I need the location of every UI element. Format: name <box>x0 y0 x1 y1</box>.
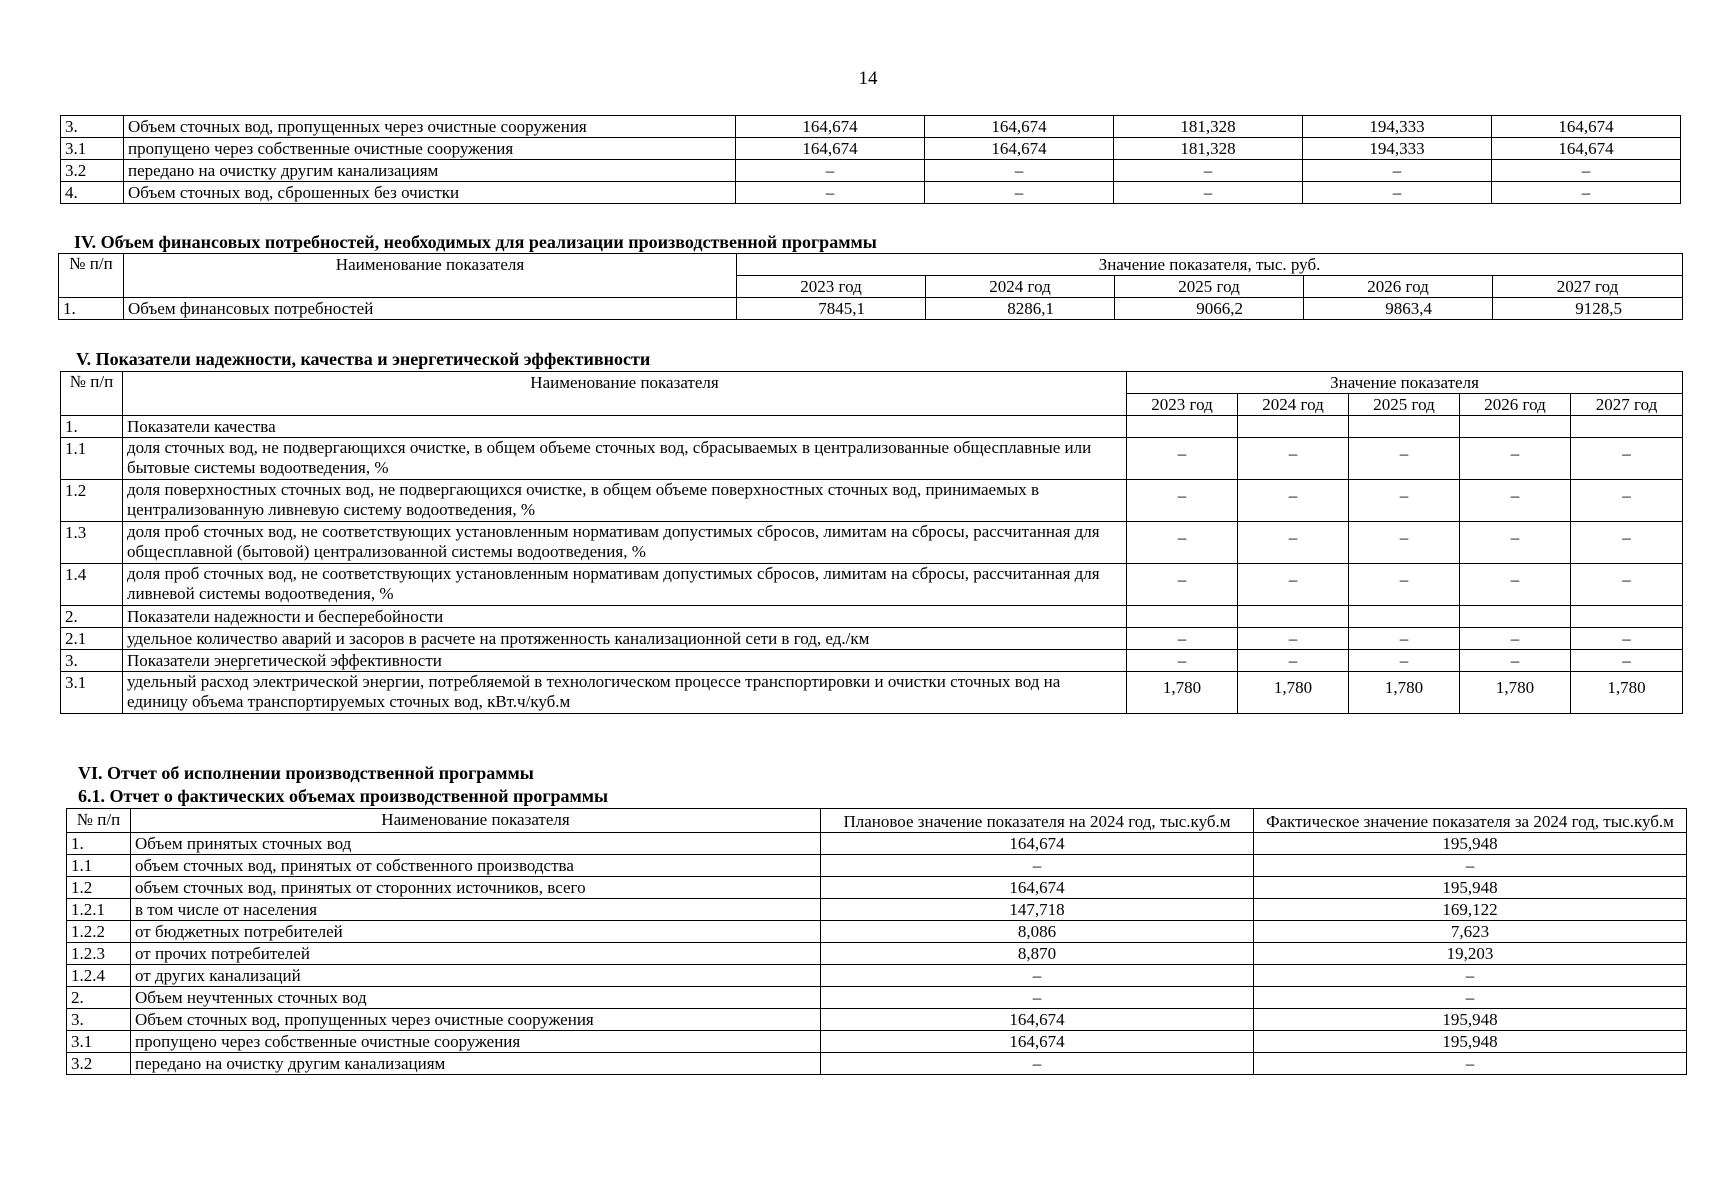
table-row <box>61 606 1683 628</box>
row-name: Показатели качества <box>123 416 1127 438</box>
row-value: 9863,4 <box>1304 298 1493 320</box>
row-value: 181,328 <box>1114 138 1303 160</box>
row-name: объем сточных вод, принятых от собственного производства <box>131 855 821 877</box>
table-row <box>67 921 1687 943</box>
row-number: 1.2.1 <box>67 899 131 921</box>
row-number: 3.2 <box>67 1053 131 1075</box>
row-plan: 164,674 <box>821 877 1254 899</box>
row-name: доля проб сточных вод, не соответствующих установленным нормативам допустимых сбросов, лимитам на сбросы, рассчитанная для ливневой системы водоотведения, % <box>123 564 1127 606</box>
section-6-title: VI. Отчет об исполнении производственной программы <box>78 763 534 783</box>
section-4-title: IV. Объем финансовых потребностей, необходимых для реализации производственной программы <box>74 232 877 252</box>
row-plan: – <box>821 987 1254 1009</box>
page-number: 14 <box>858 68 878 89</box>
row-value: – <box>1238 480 1349 522</box>
row-value: – <box>1571 522 1683 564</box>
row-name: Объем неучтенных сточных вод <box>131 987 821 1009</box>
header-value: Значение показателя, тыс. руб. <box>737 254 1683 276</box>
row-plan: 164,674 <box>821 833 1254 855</box>
row-value: 1,780 <box>1571 672 1683 714</box>
row-plan: 164,674 <box>821 1031 1254 1053</box>
row-fact: 169,122 <box>1254 899 1687 921</box>
row-value <box>1460 416 1571 438</box>
table-row <box>67 899 1687 921</box>
row-plan: 164,674 <box>821 1009 1254 1031</box>
row-name: Объем принятых сточных вод <box>131 833 821 855</box>
header-num: № п/п <box>67 809 131 833</box>
row-value: – <box>1571 650 1683 672</box>
row-name: удельное количество аварий и засоров в расчете на протяженность канализационной сети в год, ед./км <box>123 628 1127 650</box>
table-row <box>61 650 1683 672</box>
row-value: – <box>1127 522 1238 564</box>
table-financial-needs <box>58 253 1683 320</box>
row-name: пропущено через собственные очистные сооружения <box>124 138 736 160</box>
row-value: – <box>1492 160 1681 182</box>
table-actual-volumes <box>66 808 1687 1075</box>
row-value: 164,674 <box>925 116 1114 138</box>
table-row <box>67 965 1687 987</box>
row-number: 3.2 <box>61 160 124 182</box>
row-value: 9066,2 <box>1115 298 1304 320</box>
header-value: Значение показателя <box>1127 372 1683 394</box>
row-name: Объем сточных вод, пропущенных через очистные сооружения <box>124 116 736 138</box>
year-header: 2024 год <box>1238 394 1349 416</box>
row-value <box>1349 606 1460 628</box>
row-name: в том числе от населения <box>131 899 821 921</box>
row-name: Показатели надежности и бесперебойности <box>123 606 1127 628</box>
row-value: 1,780 <box>1460 672 1571 714</box>
row-value <box>1127 606 1238 628</box>
row-value: – <box>1460 650 1571 672</box>
row-value: 164,674 <box>1492 116 1681 138</box>
row-value: – <box>1349 522 1460 564</box>
row-value <box>1571 606 1683 628</box>
table-row <box>61 116 1681 138</box>
header-name: Наименование показателя <box>124 254 737 298</box>
row-name: Объем сточных вод, сброшенных без очистки <box>124 182 736 204</box>
table-row <box>61 160 1681 182</box>
row-number: 1.4 <box>61 564 123 606</box>
row-value: – <box>1127 564 1238 606</box>
row-name: от прочих потребителей <box>131 943 821 965</box>
row-fact: – <box>1254 965 1687 987</box>
header-num: № п/п <box>61 372 123 416</box>
table-row <box>67 833 1687 855</box>
row-value: – <box>1349 438 1460 480</box>
row-value: – <box>925 160 1114 182</box>
year-header: 2025 год <box>1349 394 1460 416</box>
row-value: 194,333 <box>1303 116 1492 138</box>
row-value <box>1460 606 1571 628</box>
row-number: 3.1 <box>61 672 123 714</box>
table-row <box>67 1009 1687 1031</box>
header-num: № п/п <box>59 254 124 298</box>
row-plan: 147,718 <box>821 899 1254 921</box>
row-number: 1.2 <box>67 877 131 899</box>
table-row <box>61 480 1683 522</box>
row-value: – <box>1238 650 1349 672</box>
row-value: 194,333 <box>1303 138 1492 160</box>
row-number: 4. <box>61 182 124 204</box>
row-value: – <box>1460 480 1571 522</box>
row-name: передано на очистку другим канализациям <box>124 160 736 182</box>
row-value: – <box>1127 438 1238 480</box>
row-value: – <box>1114 182 1303 204</box>
row-value: – <box>1127 650 1238 672</box>
row-value: – <box>1114 160 1303 182</box>
year-header: 2026 год <box>1460 394 1571 416</box>
table-row <box>61 416 1683 438</box>
table-row <box>61 438 1683 480</box>
row-value: – <box>736 182 925 204</box>
table-row <box>61 564 1683 606</box>
row-fact: 7,623 <box>1254 921 1687 943</box>
table-row <box>61 522 1683 564</box>
header-name: Наименование показателя <box>131 809 821 833</box>
row-name: Объем сточных вод, пропущенных через очистные сооружения <box>131 1009 821 1031</box>
row-plan: 8,086 <box>821 921 1254 943</box>
year-header: 2023 год <box>737 276 926 298</box>
row-value: – <box>1571 628 1683 650</box>
row-value: – <box>1492 182 1681 204</box>
section-6-subtitle: 6.1. Отчет о фактических объемах производственной программы <box>78 786 609 806</box>
row-value: – <box>1238 522 1349 564</box>
year-header: 2027 год <box>1493 276 1683 298</box>
row-number: 1.2.2 <box>67 921 131 943</box>
row-value <box>1571 416 1683 438</box>
row-plan: 8,870 <box>821 943 1254 965</box>
row-number: 3. <box>61 650 123 672</box>
row-value: – <box>1303 182 1492 204</box>
row-name: от бюджетных потребителей <box>131 921 821 943</box>
row-value: – <box>1571 480 1683 522</box>
row-number: 1.1 <box>61 438 123 480</box>
row-number: 1.1 <box>67 855 131 877</box>
row-number: 3.1 <box>61 138 124 160</box>
section-5-title: V. Показатели надежности, качества и энергетической эффективности <box>76 349 651 369</box>
table-row <box>61 182 1681 204</box>
row-plan: – <box>821 965 1254 987</box>
row-value: 1,780 <box>1238 672 1349 714</box>
row-fact: – <box>1254 855 1687 877</box>
row-name: пропущено через собственные очистные сооружения <box>131 1031 821 1053</box>
row-value: – <box>736 160 925 182</box>
row-number: 1.3 <box>61 522 123 564</box>
year-header: 2027 год <box>1571 394 1683 416</box>
row-number: 3. <box>61 116 124 138</box>
row-value: – <box>1238 438 1349 480</box>
row-value: – <box>1460 564 1571 606</box>
row-fact: – <box>1254 1053 1687 1075</box>
row-number: 3.1 <box>67 1031 131 1053</box>
year-header: 2025 год <box>1115 276 1304 298</box>
row-value: 164,674 <box>736 116 925 138</box>
row-value: – <box>1303 160 1492 182</box>
row-value: – <box>1349 650 1460 672</box>
row-plan: – <box>821 1053 1254 1075</box>
row-value: – <box>1127 628 1238 650</box>
row-name: передано на очистку другим канализациям <box>131 1053 821 1075</box>
table-row <box>67 987 1687 1009</box>
table-continuation <box>60 115 1681 204</box>
row-name: доля сточных вод, не подвергающихся очистке, в общем объеме сточных вод, сбрасываемых в централизованные общесплавные или бытовые системы водоотведения, % <box>123 438 1127 480</box>
row-value: 1,780 <box>1127 672 1238 714</box>
row-number: 1.2.3 <box>67 943 131 965</box>
row-fact: 195,948 <box>1254 1009 1687 1031</box>
row-value <box>1238 606 1349 628</box>
row-value <box>1127 416 1238 438</box>
row-number: 1. <box>61 416 123 438</box>
row-fact: 195,948 <box>1254 877 1687 899</box>
row-value: – <box>925 182 1114 204</box>
year-header: 2024 год <box>926 276 1115 298</box>
row-value: 181,328 <box>1114 116 1303 138</box>
row-number: 2.1 <box>61 628 123 650</box>
row-value: 8286,1 <box>926 298 1115 320</box>
row-value: 9128,5 <box>1493 298 1683 320</box>
row-value: – <box>1349 628 1460 650</box>
table-row <box>67 877 1687 899</box>
row-name: доля поверхностных сточных вод, не подвергающихся очистке, в общем объеме поверхностных сточных вод, принимаемых в централизованную ливневую систему водоотведения, % <box>123 480 1127 522</box>
row-number: 2. <box>67 987 131 1009</box>
row-value: – <box>1460 438 1571 480</box>
row-value: 164,674 <box>1492 138 1681 160</box>
row-name: доля проб сточных вод, не соответствующих установленным нормативам допустимых сбросов, лимитам на сбросы, рассчитанная для общесплавной (бытовой) централизованной системы водоотведения, % <box>123 522 1127 564</box>
row-value: – <box>1571 564 1683 606</box>
row-value <box>1349 416 1460 438</box>
row-value: 164,674 <box>925 138 1114 160</box>
row-plan: – <box>821 855 1254 877</box>
row-number: 1. <box>67 833 131 855</box>
table-row <box>67 1031 1687 1053</box>
row-fact: 195,948 <box>1254 833 1687 855</box>
table-row <box>61 138 1681 160</box>
table-reliability-indicators <box>60 371 1683 714</box>
row-value <box>1238 416 1349 438</box>
table-row <box>67 1053 1687 1075</box>
table-row <box>61 628 1683 650</box>
table-row <box>59 298 1683 320</box>
row-value: – <box>1127 480 1238 522</box>
header-fact: Фактическое значение показателя за 2024 год, тыс.куб.м <box>1254 809 1687 833</box>
table-row <box>67 943 1687 965</box>
row-name: Объем финансовых потребностей <box>124 298 737 320</box>
row-number: 2. <box>61 606 123 628</box>
row-fact: – <box>1254 987 1687 1009</box>
table-row <box>61 672 1683 714</box>
row-name: объем сточных вод, принятых от сторонних источников, всего <box>131 877 821 899</box>
row-number: 1.2 <box>61 480 123 522</box>
year-header: 2023 год <box>1127 394 1238 416</box>
year-header: 2026 год <box>1304 276 1493 298</box>
header-plan: Плановое значение показателя на 2024 год, тыс.куб.м <box>821 809 1254 833</box>
row-number: 3. <box>67 1009 131 1031</box>
row-value: – <box>1238 628 1349 650</box>
row-name: Показатели энергетической эффективности <box>123 650 1127 672</box>
row-value: 164,674 <box>736 138 925 160</box>
row-value: – <box>1571 438 1683 480</box>
row-fact: 19,203 <box>1254 943 1687 965</box>
row-value: – <box>1349 480 1460 522</box>
row-number: 1. <box>59 298 124 320</box>
header-name: Наименование показателя <box>123 372 1127 416</box>
row-value: 7845,1 <box>737 298 926 320</box>
row-value: – <box>1460 628 1571 650</box>
row-name: от других канализаций <box>131 965 821 987</box>
table-row <box>67 855 1687 877</box>
row-number: 1.2.4 <box>67 965 131 987</box>
row-value: – <box>1460 522 1571 564</box>
row-fact: 195,948 <box>1254 1031 1687 1053</box>
row-value: – <box>1349 564 1460 606</box>
row-name: удельный расход электрической энергии, потребляемой в технологическом процессе транспортировки и очистки сточных вод на единицу объема транспортируемых сточных вод, кВт.ч/куб.м <box>123 672 1127 714</box>
row-value: – <box>1238 564 1349 606</box>
row-value: 1,780 <box>1349 672 1460 714</box>
